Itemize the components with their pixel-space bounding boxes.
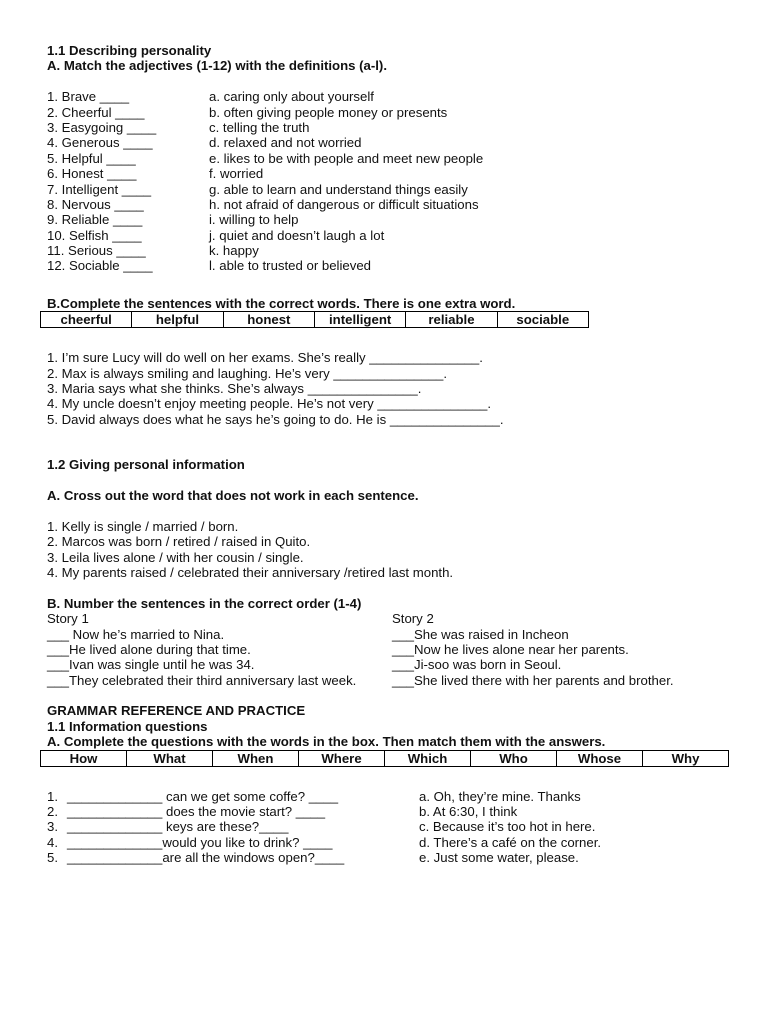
sentence: 5. David always does what he says he’s going to do. He is _______________. (47, 411, 504, 427)
word-box-cell: cheerful (41, 312, 132, 327)
question-number: 4. (47, 834, 58, 850)
adjective: 9. Reliable ____ (47, 212, 143, 228)
list-item: 2. Marcos was born / retired / raised in Quito. (47, 534, 311, 550)
list-item: 1. Kelly is single / married / born. (47, 518, 239, 534)
matching-row (47, 243, 737, 258)
word-box-cell: helpful (132, 312, 223, 327)
question-text: _____________ does the movie start? ____ (67, 804, 326, 820)
cross-out-list (47, 519, 737, 581)
adjective: 1. Brave ____ (47, 89, 130, 105)
answer-text: e. Just some water, please. (419, 850, 579, 866)
instruction: B.Complete the sentences with the correct words. There is one extra word. (47, 295, 516, 311)
definition: b. often giving people money or presents (209, 104, 448, 120)
matching-row (47, 197, 737, 212)
matching-row (47, 151, 737, 166)
sentence-list (47, 350, 737, 427)
story-line: ___She was raised in Incheon (392, 626, 569, 642)
definition: d. relaxed and not worried (209, 135, 362, 151)
instruction: A. Match the adjectives (1-12) with the definitions (a-l). (47, 58, 387, 74)
question-text: _____________ keys are these?____ (67, 819, 289, 835)
adjective: 3. Easygoing ____ (47, 119, 157, 135)
question-row (47, 804, 737, 819)
adjective: 12. Sociable ____ (47, 258, 153, 274)
subsection-title: 1.1 Information questions (47, 718, 208, 734)
matching-list (47, 89, 737, 274)
story-1 (47, 611, 392, 688)
matching-row (47, 120, 737, 135)
list-item: 4. My parents raised / celebrated their anniversary /retired last month. (47, 564, 454, 580)
section-title: 1.1 Describing personality (47, 43, 212, 58)
adjective: 8. Nervous ____ (47, 196, 144, 212)
definition: g. able to learn and understand things easily (209, 181, 468, 197)
question-text: _____________ can we get some coffe? ____ (67, 788, 339, 804)
story-title: Story 1 (47, 611, 89, 627)
worksheet (47, 43, 737, 866)
question-text: _____________would you like to drink? ____ (67, 834, 333, 850)
word-box-cell: honest (224, 312, 315, 327)
definition: e. likes to be with people and meet new people (209, 150, 484, 166)
story-line: ___Ji-soo was born in Seoul. (392, 657, 562, 673)
answer-text: b. At 6:30, I think (419, 804, 518, 820)
sentence: 1. I’m sure Lucy will do well on her exams. She’s really _______________. (47, 350, 483, 366)
sentence: 3. Maria says what she thinks. She’s always _______________. (47, 381, 422, 397)
question-row (47, 789, 737, 804)
answer-text: c. Because it’s too hot in here. (419, 819, 596, 835)
adjective: 6. Honest ____ (47, 166, 137, 182)
matching-row (47, 258, 737, 273)
answer-text: d. There’s a café on the corner. (419, 834, 602, 850)
definition: j. quiet and doesn’t laugh a lot (209, 227, 385, 243)
question-row (47, 819, 737, 834)
adjective: 10. Selfish ____ (47, 227, 142, 243)
question-row (47, 835, 737, 850)
question-number: 3. (47, 819, 58, 835)
sentence: 2. Max is always smiling and laughing. He’s very _______________. (47, 365, 448, 381)
word-box-cell: How (41, 751, 127, 766)
question-row (47, 850, 737, 865)
definition: a. caring only about yourself (209, 89, 374, 105)
story-title: Story 2 (392, 611, 434, 627)
definition: c. telling the truth (209, 119, 310, 135)
instruction: A. Complete the questions with the words in the box. Then match them with the answers. (47, 734, 606, 750)
definition: l. able to trusted or believed (209, 258, 372, 274)
answer-text: a. Oh, they’re mine. Thanks (419, 788, 581, 804)
adjective: 7. Intelligent ____ (47, 181, 152, 197)
matching-row (47, 212, 737, 227)
section-title: GRAMMAR REFERENCE AND PRACTICE (47, 703, 306, 719)
definition: i. willing to help (209, 212, 299, 228)
matching-row (47, 135, 737, 150)
story-2 (392, 611, 737, 688)
adjective: 2. Cheerful ____ (47, 104, 145, 120)
instruction: B. Number the sentences in the correct order (1-4) (47, 595, 362, 611)
matching-row (47, 228, 737, 243)
matching-row (47, 166, 737, 181)
story-line: ___Now he lives alone near her parents. (392, 641, 629, 657)
word-box-cell: Which (385, 751, 471, 766)
definition: k. happy (209, 243, 259, 259)
question-number: 5. (47, 850, 58, 866)
definition: h. not afraid of dangerous or difficult situations (209, 196, 479, 212)
word-box-cell: Why (671, 750, 700, 766)
word-box-cell: intelligent (315, 312, 406, 327)
matching-row (47, 89, 737, 104)
list-item: 3. Leila lives alone / with her cousin / single. (47, 549, 304, 565)
story-line: ___Ivan was single until he was 34. (47, 657, 255, 673)
word-box-cell: reliable (406, 312, 497, 327)
story-line: ___He lived alone during that time. (47, 641, 251, 657)
question-list (47, 789, 737, 866)
matching-row (47, 182, 737, 197)
story-line: ___She lived there with her parents and brother. (392, 672, 674, 688)
word-box-cell: sociable (516, 312, 570, 328)
word-box (40, 311, 589, 328)
sentence: 4. My uncle doesn’t enjoy meeting people. He’s not very _______________. (47, 396, 492, 412)
word-box-cell: Whose (557, 751, 643, 766)
word-box-cell: When (213, 751, 299, 766)
adjective: 4. Generous ____ (47, 135, 153, 151)
word-box (40, 750, 729, 767)
word-box-cell: Who (471, 751, 557, 766)
adjective: 11. Serious ____ (47, 243, 146, 259)
story-line: ___ Now he’s married to Nina. (47, 626, 225, 642)
matching-row (47, 105, 737, 120)
stories (47, 611, 737, 688)
section-title: 1.2 Giving personal information (47, 457, 245, 473)
word-box-cell: What (127, 751, 213, 766)
word-box-cell: Where (299, 751, 385, 766)
instruction: A. Cross out the word that does not work in each sentence. (47, 487, 419, 503)
question-text: _____________are all the windows open?____ (67, 850, 345, 866)
question-number: 1. (47, 788, 58, 804)
story-line: ___They celebrated their third anniversary last week. (47, 672, 357, 688)
definition: f. worried (209, 166, 264, 182)
question-number: 2. (47, 804, 58, 820)
adjective: 5. Helpful ____ (47, 150, 136, 166)
